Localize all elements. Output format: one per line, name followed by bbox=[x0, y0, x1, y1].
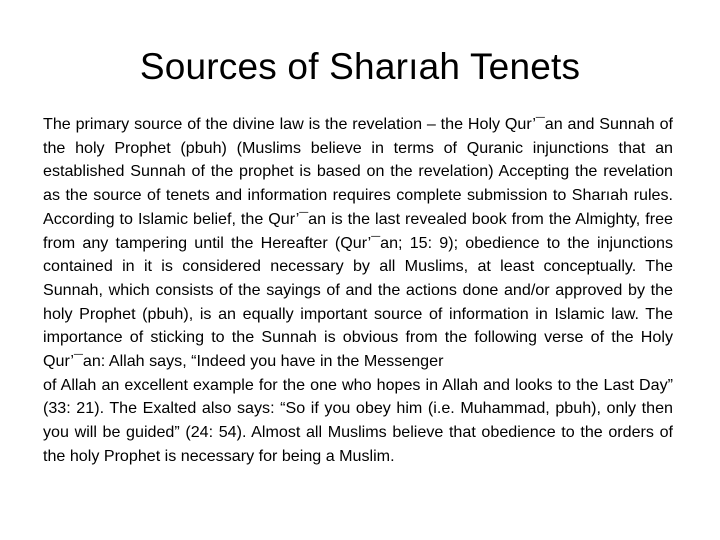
body-paragraph-1: The primary source of the divine law is the revelation – the Holy Qur’¯an and Sunnah of the holy Prophet (pbuh) (Muslims believe in terms of Quranic injunctions that an established Sunnah of the prophet is based on the revelation) Accepting the revelation as the source of tenets and information requires complete submission to Sharıah rules. According to Islamic belief, the Qur’¯an is the last revealed book from the Almighty, free from any tampering until the Hereafter (Qur’¯an; 15: 9); obedience to the injunctions contained in it is considered necessary by all Muslims, at least conceptually. The Sunnah, which consists of the sayings of and the actions done and/or approved by the holy Prophet (pbuh), is an equally important source of information in Islamic law. The importance of sticking to the Sunnah is obvious from the following verse of the Holy Qur’¯an: Allah says, “Indeed you have in the Messenger bbox=[43, 115, 673, 371]
slide-body bbox=[43, 113, 673, 469]
slide-title: Sources of Sharıah Tenets bbox=[139, 46, 581, 87]
body-paragraph-2: of Allah an excellent example for the one who hopes in Allah and looks to the Last Day” (33: 21). The Exalted also says: “So if you obey him (i.e. Muhammad, pbuh), only then you will be guided” (24: 54). Almost all Muslims believe that obedience to the orders of the holy Prophet is necessary for being a Muslim. bbox=[43, 375, 673, 465]
